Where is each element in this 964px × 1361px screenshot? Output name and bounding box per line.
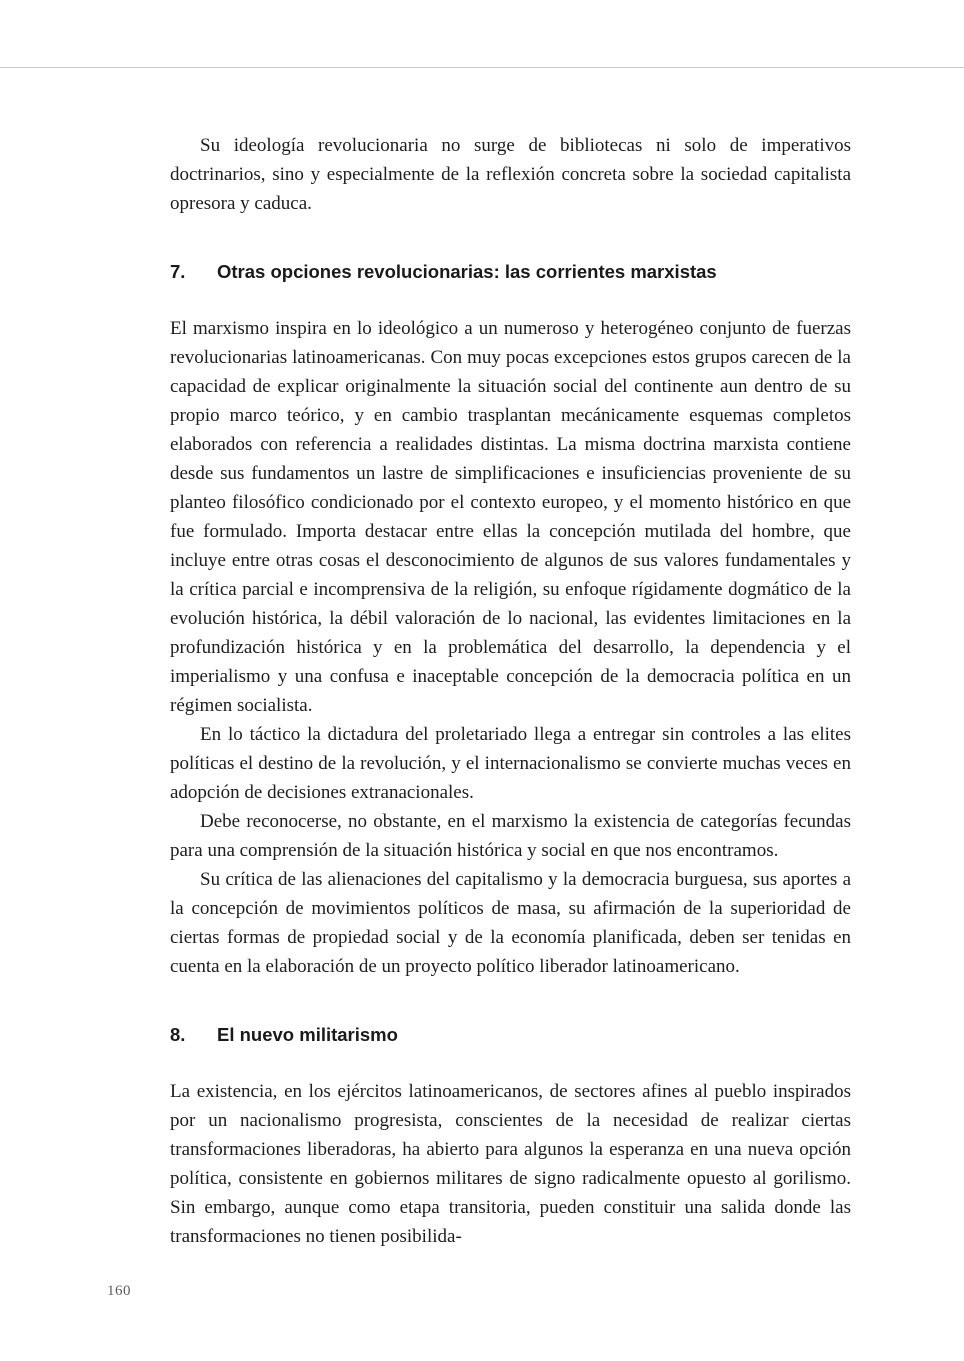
section-8-paragraph-1: La existencia, en los ejércitos latinoamericanos, de sectores afines al pueblo inspirados por un nacionalismo progresista, conscientes de la necesidad de realizar ciertas transformaciones liberadoras, ha abierto para algunos la esperanza en una nueva opción política, consistente en gobiernos militares de signo radicalmente opuesto al gorilismo. Sin embargo, aunque como etapa transitoria, pueden constituir una salida donde las transformaciones no tienen posibilida-	[170, 1081, 851, 1247]
page-number: 160	[107, 1283, 131, 1299]
section-7-number: 7.	[170, 261, 186, 282]
section-8-title: El nuevo militarismo	[217, 1024, 398, 1045]
section-7-title: Otras opciones revolucionarias: las corrientes marxistas	[217, 261, 717, 282]
section-8-heading	[170, 1023, 851, 1047]
section-7-paragraph-4: Su crítica de las alienaciones del capitalismo y la democracia burguesa, sus aportes a la concepción de movimientos políticos de masa, su afirmación de la superioridad de ciertas formas de propiedad social y de la economía planificada, deben ser tenidas en cuenta en la elaboración de un proyecto político liberador latinoamericano.	[170, 869, 851, 977]
section-7-paragraph-2: En lo táctico la dictadura del proletariado llega a entregar sin controles a las elites políticas el destino de la revolución, y el internacionalismo se convierte muchas veces en adopción de decisiones extranacionales.	[170, 724, 851, 803]
header-divider	[0, 67, 964, 68]
text-column	[170, 131, 851, 1251]
section-7-paragraph-1: El marxismo inspira en lo ideológico a un numeroso y heterogéneo conjunto de fuerzas revolucionarias latinoamericanas. Con muy pocas excepciones estos grupos carecen de la capacidad de explicar originalmente la situación social del continente aun dentro de su propio marco teórico, y en cambio trasplantan mecánicamente esquemas completos elaborados con referencia a realidades distintas. La misma doctrina marxista contiene desde sus fundamentos un lastre de simplificaciones e insuficiencias proveniente de su planteo filosófico condicionado por el contexto europeo, y el momento histórico en que fue formulado. Importa destacar entre ellas la concepción mutilada del hombre, que incluye entre otras cosas el desconocimiento de algunos de sus valores fundamentales y la crítica parcial e incomprensiva de la religión, su enfoque rígidamente dogmático de la evolución histórica, la débil valoración de lo nacional, las evidentes limitaciones en la profundización histórica y en la problemática del desarrollo, la dependencia y el imperialismo y una confusa e inaceptable concepción de la democracia política en un régimen socialista.	[170, 318, 851, 716]
section-8-number: 8.	[170, 1024, 186, 1045]
section-7-heading	[170, 260, 851, 284]
intro-paragraph: Su ideología revolucionaria no surge de bibliotecas ni solo de imperativos doctrinarios, sino y especialmente de la reflexión concreta sobre la sociedad capitalista opresora y caduca.	[170, 135, 851, 214]
section-7-paragraph-3: Debe reconocerse, no obstante, en el marxismo la existencia de categorías fecundas para una comprensión de la situación histórica y social en que nos encontramos.	[170, 811, 851, 861]
